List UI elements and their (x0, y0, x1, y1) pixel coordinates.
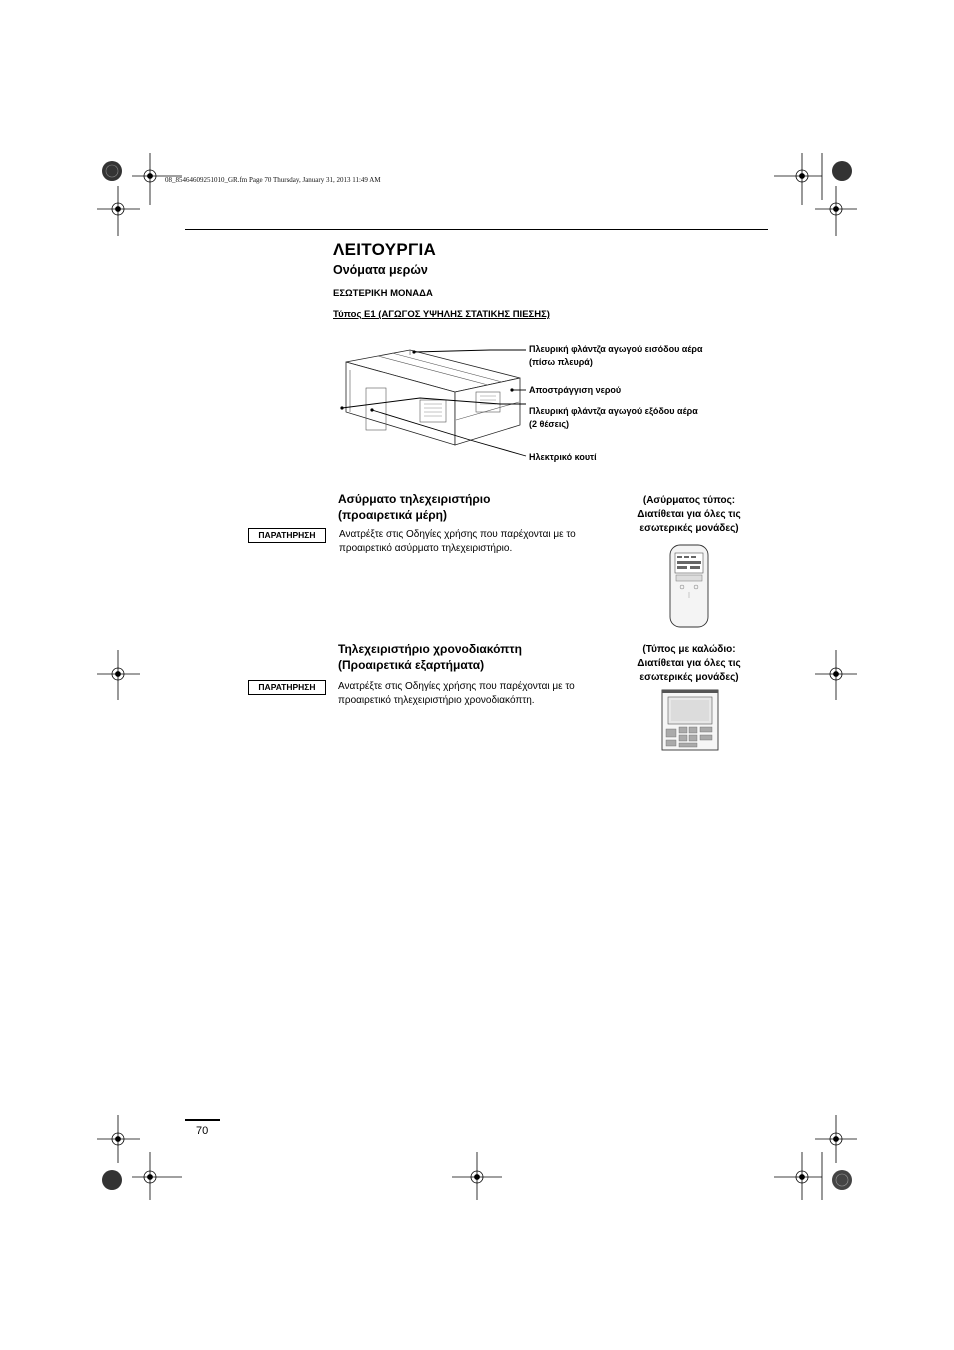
callout-electrical-box: Ηλεκτρικό κουτί (529, 452, 597, 462)
unit-label: ΕΣΩΤΕΡΙΚΗ ΜΟΝΑΔΑ (333, 288, 433, 299)
timer-note-label: ΠΑΡΑΤΗΡΗΣΗ (248, 680, 326, 695)
type-label: Τύπος E1 (ΑΓΩΓΟΣ ΥΨΗΛΗΣ ΣΤΑΤΙΚΗΣ ΠΙΕΣΗΣ) (333, 309, 550, 320)
bottom-rule (185, 1119, 220, 1121)
file-info-header: 08_85464609251010_GR.fm Page 70 Thursday, January 31, 2013 11:49 AM (165, 176, 381, 184)
callout-drain: Αποστράγγιση νερού (529, 385, 622, 395)
callout-inlet-flange: Πλευρική φλάντζα αγωγού εισόδου αέρα (πίσω πλευρά) (529, 344, 703, 367)
timer-caption: (Τύπος με καλώδιο: Διατίθεται για όλες τις εσωτερικές μονάδες) (637, 644, 741, 683)
wireless-caption: (Ασύρματος τύπος: Διατίθεται για όλες τις εσωτερικές μονάδες) (637, 495, 741, 534)
callout-outlet-flange: Πλευρική φλάντζα αγωγού εξόδου αέρα (2 θέσεις) (529, 406, 698, 429)
page-number: 70 (196, 1125, 209, 1137)
page-title: ΛΕΙΤΟΥΡΓΙΑ (333, 240, 437, 259)
wireless-note-text: Ανατρέξτε στις Οδηγίες χρήσης που παρέχονται με το προαιρετικό ασύρματο τηλεχειριστήριο. (339, 529, 576, 554)
timer-heading: Τηλεχειριστήριο χρονοδιακόπτη (Προαιρετικά εξαρτήματα) (338, 642, 522, 672)
wireless-heading: Ασύρματο τηλεχειριστήριο (προαιρετικά μέρη) (338, 492, 491, 522)
wireless-note-label: ΠΑΡΑΤΗΡΗΣΗ (248, 528, 326, 543)
timer-note-text: Ανατρέξτε στις Οδηγίες χρήσης που παρέχονται με το προαιρετικό τηλεχειριστήριο χρονοδιακόπτη. (338, 681, 575, 706)
section-subtitle: Ονόματα μερών (333, 263, 428, 277)
